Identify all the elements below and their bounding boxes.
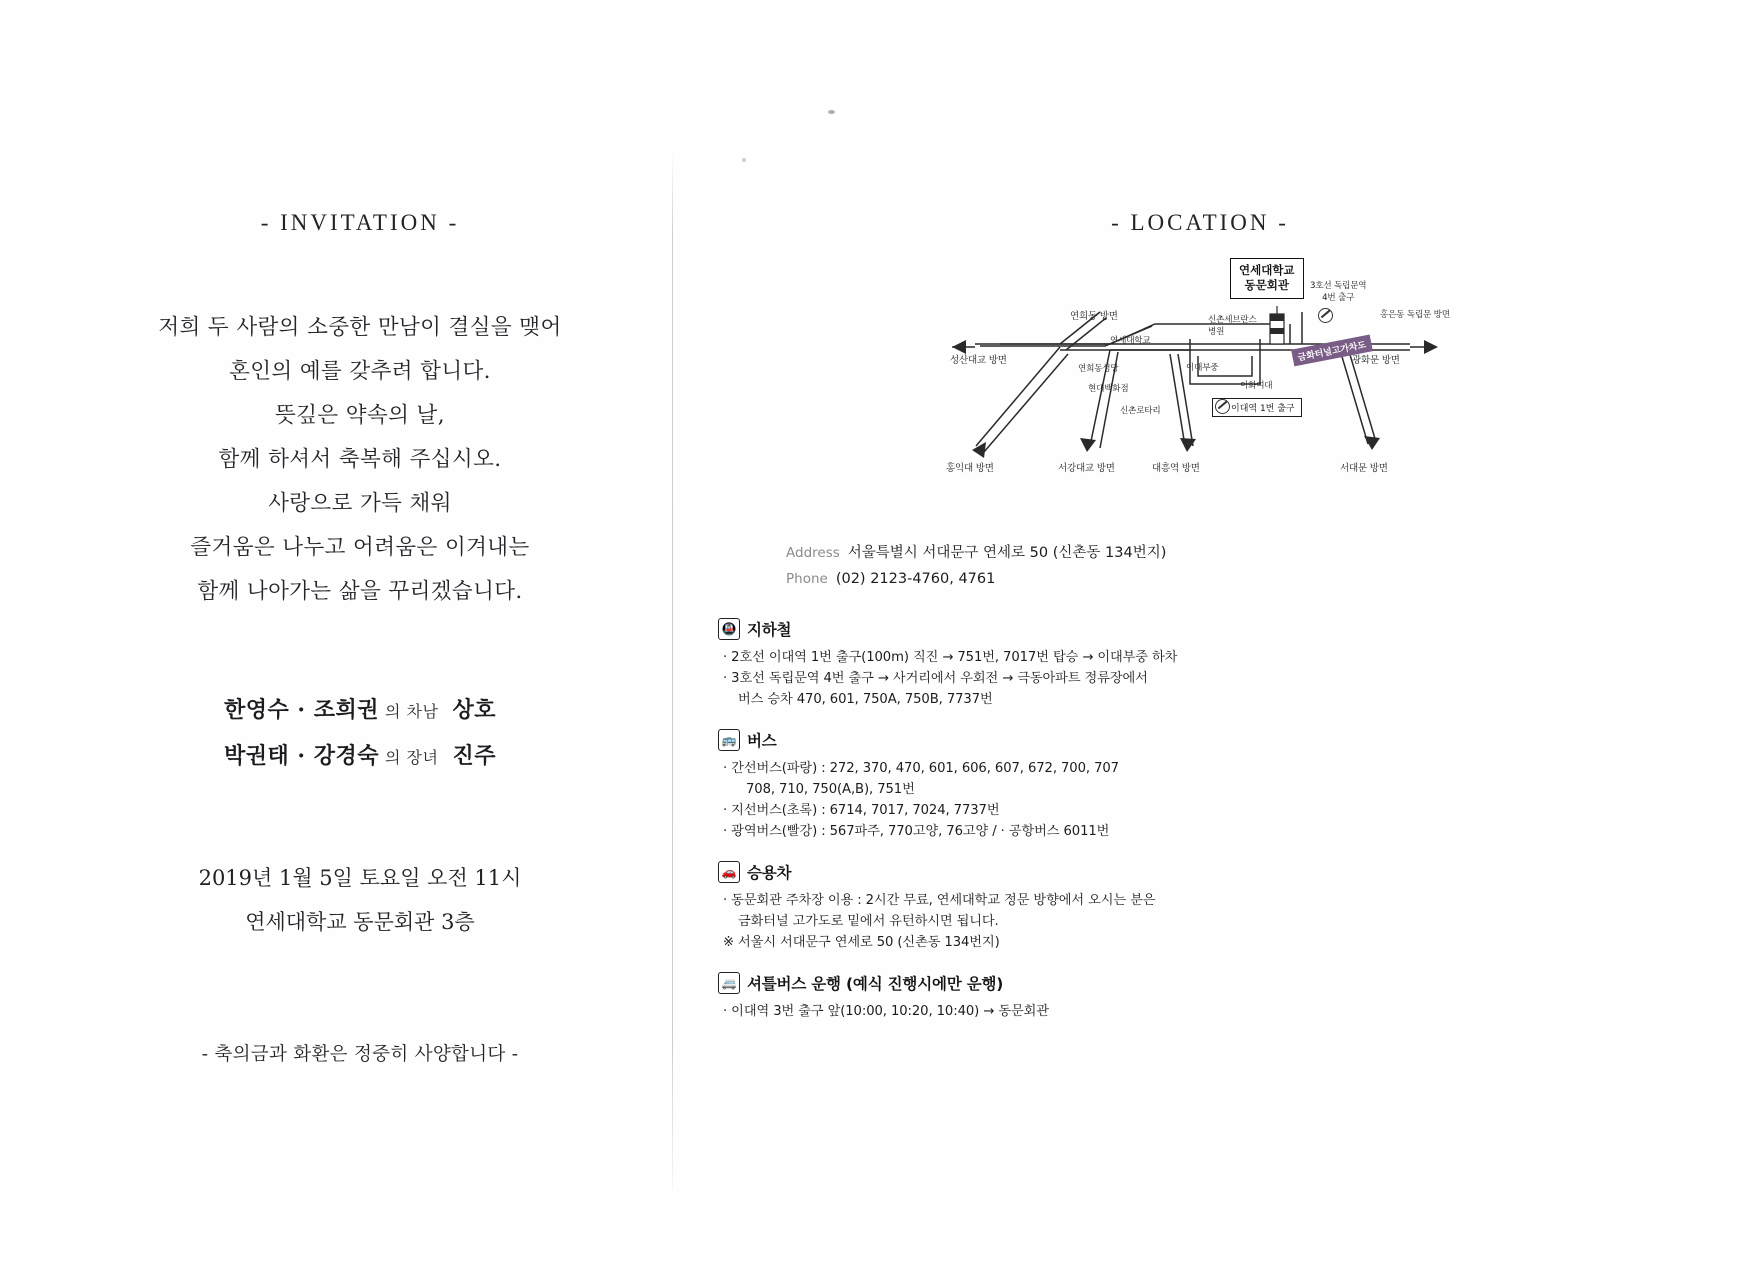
transit-head xyxy=(718,972,1700,994)
location-map xyxy=(940,264,1460,514)
transit-line: · 동문회관 주차장 이용 : 2시간 무료, 연세대학교 정문 방향에서 오시는 분은 xyxy=(723,893,1156,908)
parents-block xyxy=(60,688,660,780)
verse-line: 사랑으로 가득 채워 xyxy=(268,491,452,516)
venue-name-line1: 연세대학교 xyxy=(1239,263,1295,277)
bride-parents-names: 박권태 · 강경숙 xyxy=(224,743,379,769)
verse-line: 혼인의 예를 갖추려 합니다. xyxy=(229,359,491,384)
transit-head xyxy=(718,729,1700,751)
ceremony-datetime xyxy=(60,856,660,944)
subway-icon: 🚇 xyxy=(718,618,740,640)
transit-line: · 2호선 이대역 1번 출구(100m) 직진 → 751번, 7017번 탑승 → 이대부중 하차 xyxy=(723,650,1178,665)
map-roads xyxy=(940,264,1460,514)
map-label-seogang-bridge: 서강대교 방면 xyxy=(1058,463,1115,474)
address-label: Address xyxy=(786,545,840,561)
transit-title: 버스 xyxy=(747,732,777,750)
transit-title: 셔틀버스 운행 (예식 진행시에만 운행) xyxy=(747,975,1004,993)
verse-line: 저희 두 사람의 소중한 만남이 결실을 맺어 xyxy=(158,315,562,340)
shuttle-bus-icon: 🚐 xyxy=(718,972,740,994)
transit-head xyxy=(718,861,1700,883)
map-label-hongeundong: 홍은동 독립문 방면 xyxy=(1380,310,1450,320)
map-label-highway: 금화터널고가차도 xyxy=(1291,335,1372,367)
transit-line: ※ 서울시 서대문구 연세로 50 (신촌동 134번지) xyxy=(723,935,1000,950)
transit-title: 지하철 xyxy=(747,621,792,639)
map-label-hongik-univ: 홍익대 방면 xyxy=(946,463,994,474)
parents-row xyxy=(60,688,660,734)
verse-line: 뜻깊은 약속의 날, xyxy=(275,403,445,428)
transit-line: 버스 승차 470, 601, 750A, 750B, 7737번 xyxy=(738,692,993,707)
transit-line: 금화터널 고가도로 밑에서 유턴하시면 됩니다. xyxy=(738,914,999,929)
phone-row xyxy=(786,566,1700,592)
map-label-seongsan-bridge: 성산대교 방면 xyxy=(950,355,1007,366)
venue-name-line2: 동문회관 xyxy=(1244,278,1289,292)
bride-name: 진주 xyxy=(452,743,496,769)
address-value: 서울특별시 서대문구 연세로 50 (신촌동 134번지) xyxy=(847,545,1167,561)
map-label-hyundai-dept: 현대백화점 xyxy=(1088,384,1129,394)
parents-row xyxy=(60,734,660,780)
no-entry-icon xyxy=(1215,399,1230,414)
map-label-daeheung-station: 대흥역 방면 xyxy=(1152,463,1200,474)
groom-relation: 의 차남 xyxy=(385,702,439,721)
phone-value: (02) 2123-4760, 4761 xyxy=(835,571,996,587)
map-label-sinchon-rotary: 신촌로타리 xyxy=(1120,406,1161,416)
invitation-panel xyxy=(60,160,660,1066)
transit-info xyxy=(700,618,1700,1022)
map-label-yeonhui-church: 연희동성당 xyxy=(1078,364,1119,374)
verse-line: 함께 하셔서 축복해 주십시오. xyxy=(218,447,502,472)
map-label-gwanghwamun: 광화문 방면 xyxy=(1352,355,1400,366)
map-label-yonsei-univ: 연세대학교 xyxy=(1110,336,1151,346)
car-icon: 🚗 xyxy=(718,861,740,883)
invitation-heading: - INVITATION - xyxy=(260,210,460,235)
transit-line: · 지선버스(초록) : 6714, 7017, 7024, 7737번 xyxy=(723,803,1000,818)
groom-name: 상호 xyxy=(452,697,496,723)
transit-block-bus xyxy=(718,729,1700,842)
ceremony-date: 2019년 1월 5일 토요일 오전 11시 xyxy=(198,866,522,890)
venue-label-box xyxy=(1230,258,1304,299)
transit-line: · 이대역 3번 출구 앞(10:00, 10:20, 10:40) → 동문회관 xyxy=(723,1004,1049,1019)
address-block xyxy=(700,540,1700,592)
map-label-ewha-womans: 이화여대 xyxy=(1240,381,1273,391)
map-label-yeonhuidong: 연희동 방면 xyxy=(1070,311,1118,322)
map-label-seodaemun: 서대문 방면 xyxy=(1340,463,1388,474)
transit-line: 708, 710, 750(A,B), 751번 xyxy=(746,782,915,797)
gift-notice: - 축의금과 화환은 정중히 사양합니다 - xyxy=(201,1044,519,1065)
map-label-severance: 신촌세브란스 병원 xyxy=(1208,315,1257,337)
location-heading-wrap xyxy=(700,210,1700,236)
address-row xyxy=(786,540,1700,566)
ceremony-venue: 연세대학교 동문회관 3층 xyxy=(245,910,475,934)
phone-label: Phone xyxy=(786,571,828,587)
transit-title: 승용차 xyxy=(747,864,792,882)
transit-line: · 간선버스(파랑) : 272, 370, 470, 601, 606, 607, 672, 700, 707 xyxy=(723,761,1119,776)
verse-line: 함께 나아가는 삶을 꾸리겠습니다. xyxy=(197,579,523,604)
page-fold-line xyxy=(672,150,673,1190)
verse-line: 즐거움은 나누고 어려움은 이겨내는 xyxy=(190,535,530,560)
transit-block-shuttle xyxy=(718,972,1700,1022)
location-heading: - LOCATION - xyxy=(1111,210,1289,235)
transit-line: · 광역버스(빨강) : 567파주, 770고양, 76고양 / · 공항버스 6011번 xyxy=(723,824,1110,839)
transit-block-subway xyxy=(718,618,1700,710)
groom-parents-names: 한영수 · 조희권 xyxy=(224,697,379,723)
bus-icon: 🚌 xyxy=(718,729,740,751)
scan-speck xyxy=(828,110,835,114)
map-label-ewha-middle: 이대부중 xyxy=(1186,363,1219,373)
invitation-verse xyxy=(60,306,660,614)
transit-line: · 3호선 독립문역 4번 출구 → 사거리에서 우회전 → 극동아파트 정류장에서 xyxy=(723,671,1148,686)
transit-head xyxy=(718,618,1700,640)
transit-block-car xyxy=(718,861,1700,953)
map-label-dongnimmun-station: 3호선 독립문역 4번 출구 xyxy=(1310,281,1367,303)
map-label-ewha-station-exit: 이대역 1번 출구 xyxy=(1212,398,1302,417)
location-panel xyxy=(700,160,1700,1041)
no-entry-icon xyxy=(1318,308,1333,323)
bride-relation: 의 장녀 xyxy=(385,748,439,767)
